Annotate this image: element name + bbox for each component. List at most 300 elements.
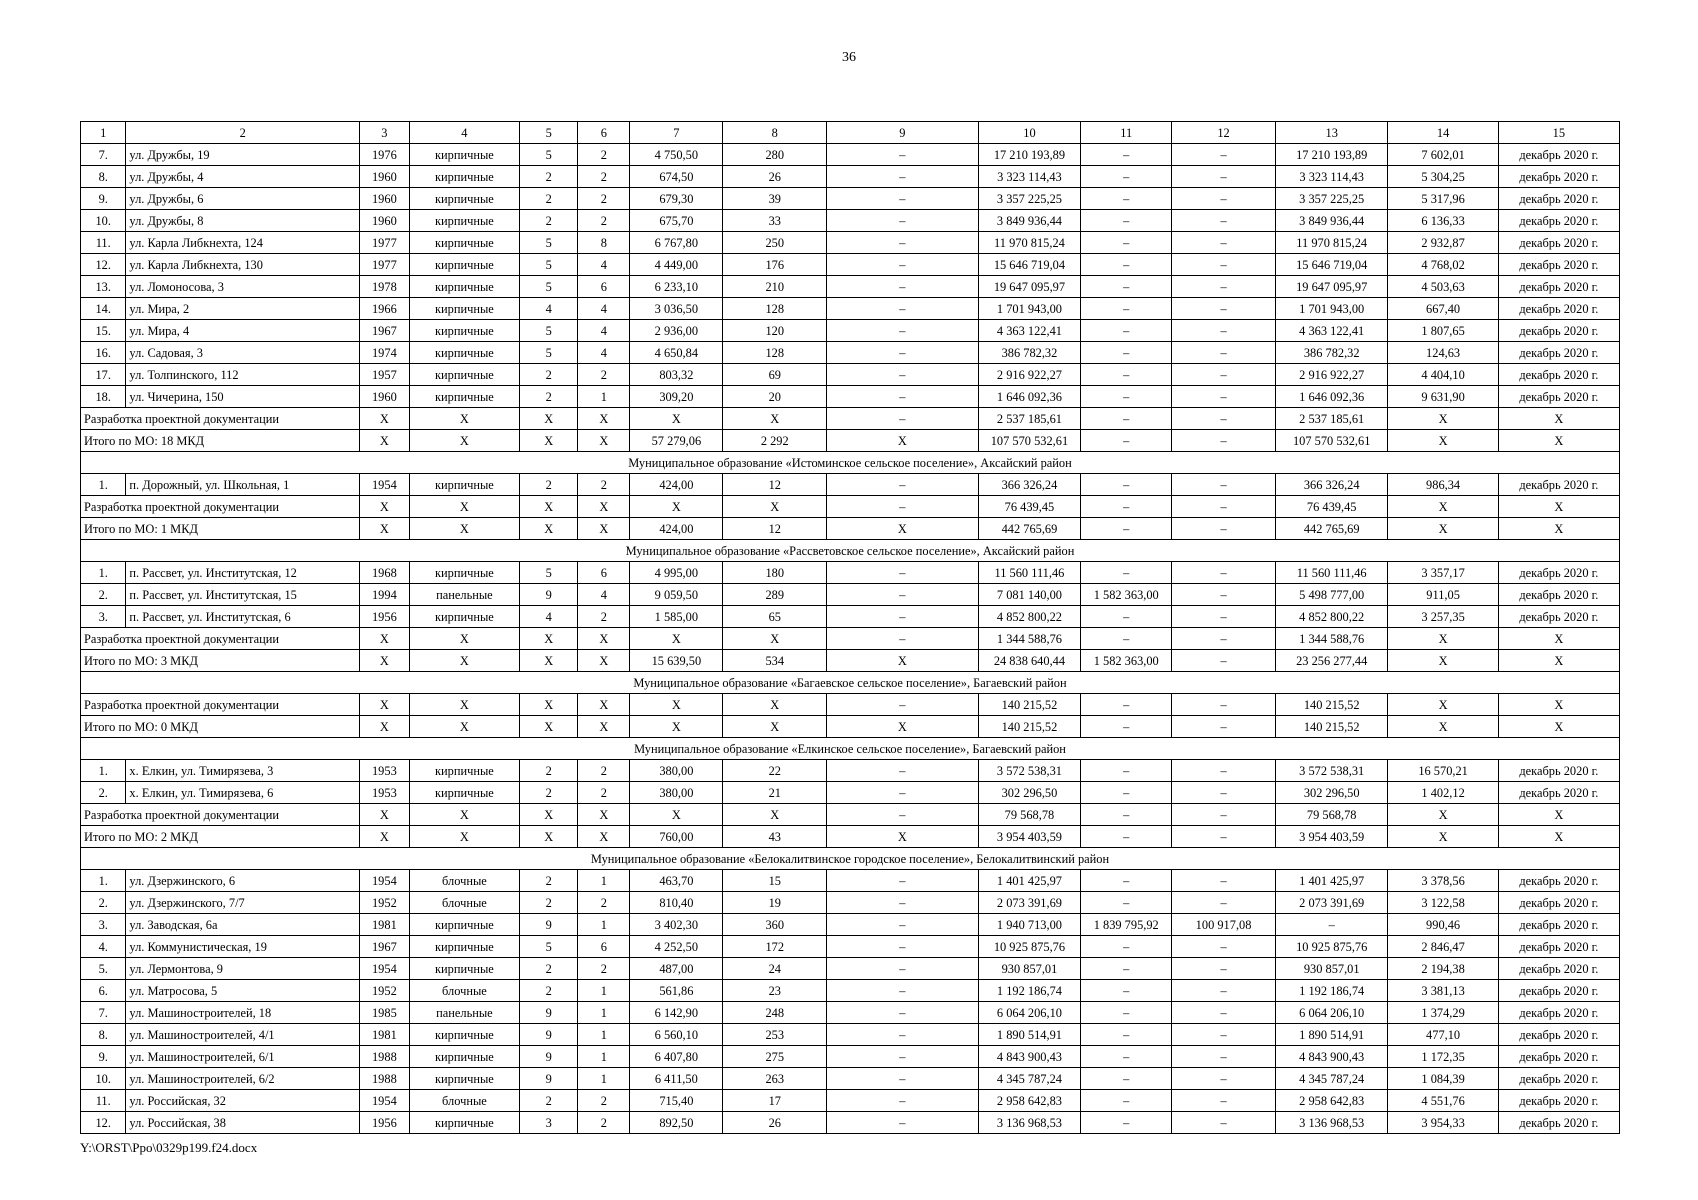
table-cell: 2 (520, 782, 578, 804)
table-cell: – (1081, 1112, 1172, 1134)
table-cell: – (827, 584, 978, 606)
municipality-title: Муниципальное образование «Елкинское сельское поселение», Багаевский район (81, 738, 1620, 760)
table-cell: – (1172, 716, 1276, 738)
table-cell: – (827, 980, 978, 1002)
summary-row (81, 716, 1620, 738)
table-cell: – (1081, 1024, 1172, 1046)
column-header: 11 (1081, 122, 1172, 144)
table-cell: 4 (578, 320, 630, 342)
table-cell: 4 768,02 (1388, 254, 1498, 276)
table-cell: X (409, 650, 519, 672)
table-cell: X (1498, 496, 1619, 518)
table-cell: кирпичные (409, 364, 519, 386)
table-cell: 6 142,90 (630, 1002, 723, 1024)
table-cell: – (1081, 694, 1172, 716)
row-number: 2. (81, 584, 126, 606)
summary-label: Итого по МО: 1 МКД (81, 518, 360, 540)
table-cell: X (827, 518, 978, 540)
table-cell: X (520, 804, 578, 826)
table-cell: 1960 (360, 210, 410, 232)
table-cell: 4 (578, 254, 630, 276)
table-cell: 1981 (360, 1024, 410, 1046)
table-cell: 120 (723, 320, 827, 342)
summary-label: Разработка проектной документации (81, 496, 360, 518)
table-cell: декабрь 2020 г. (1498, 342, 1619, 364)
table-cell: 1953 (360, 760, 410, 782)
table-row (81, 958, 1620, 980)
table-cell: 1 344 588,76 (1275, 628, 1387, 650)
table-cell: – (1081, 892, 1172, 914)
table-cell: 1 402,12 (1388, 782, 1498, 804)
row-number: 13. (81, 276, 126, 298)
address-cell: ул. Матросова, 5 (126, 980, 360, 1002)
address-cell: ул. Лермонтова, 9 (126, 958, 360, 980)
table-cell: – (827, 254, 978, 276)
table-cell: 2 (578, 210, 630, 232)
table-cell: 2 (520, 188, 578, 210)
table-cell: 2 073 391,69 (978, 892, 1081, 914)
table-cell: декабрь 2020 г. (1498, 1090, 1619, 1112)
table-cell: – (1172, 408, 1276, 430)
table-cell: 667,40 (1388, 298, 1498, 320)
summary-label: Разработка проектной документации (81, 628, 360, 650)
table-cell: декабрь 2020 г. (1498, 474, 1619, 496)
table-cell: – (1172, 650, 1276, 672)
table-cell: 1967 (360, 320, 410, 342)
summary-row (81, 628, 1620, 650)
table-cell: 2 (520, 870, 578, 892)
table-cell: 9 059,50 (630, 584, 723, 606)
table-cell: – (1172, 562, 1276, 584)
table-cell: декабрь 2020 г. (1498, 232, 1619, 254)
municipality-title: Муниципальное образование «Багаевское сельское поселение», Багаевский район (81, 672, 1620, 694)
table-cell: 5 (520, 254, 578, 276)
table-cell: 2 537 185,61 (1275, 408, 1387, 430)
table-cell: 3 357,17 (1388, 562, 1498, 584)
table-cell: 3 954 403,59 (978, 826, 1081, 848)
table-row (81, 980, 1620, 1002)
table-cell: 990,46 (1388, 914, 1498, 936)
table-cell: X (1498, 628, 1619, 650)
table-cell: 2 (520, 760, 578, 782)
table-cell: 1960 (360, 188, 410, 210)
address-cell: ул. Дружбы, 8 (126, 210, 360, 232)
summary-label: Итого по МО: 2 МКД (81, 826, 360, 848)
table-cell: декабрь 2020 г. (1498, 188, 1619, 210)
address-cell: ул. Дзержинского, 6 (126, 870, 360, 892)
table-cell: X (578, 518, 630, 540)
table-cell: – (827, 408, 978, 430)
table-cell: – (1081, 760, 1172, 782)
table-cell: – (827, 914, 978, 936)
table-cell: X (1498, 826, 1619, 848)
table-cell: кирпичные (409, 166, 519, 188)
table-cell: – (1172, 980, 1276, 1002)
summary-label: Итого по МО: 18 МКД (81, 430, 360, 452)
table-cell: 4 995,00 (630, 562, 723, 584)
table-cell: – (827, 804, 978, 826)
table-cell: – (1081, 144, 1172, 166)
table-cell: 3 136 968,53 (1275, 1112, 1387, 1134)
table-cell: X (723, 804, 827, 826)
table-cell: – (1081, 1046, 1172, 1068)
address-cell: ул. Заводская, 6а (126, 914, 360, 936)
table-cell: X (409, 628, 519, 650)
table-cell: X (520, 716, 578, 738)
table-cell: 19 (723, 892, 827, 914)
table-cell: X (1388, 650, 1498, 672)
table-row (81, 936, 1620, 958)
table-cell: – (827, 1112, 978, 1134)
table-cell: 19 647 095,97 (1275, 276, 1387, 298)
table-cell: декабрь 2020 г. (1498, 782, 1619, 804)
table-cell: – (827, 1046, 978, 1068)
table-cell: X (723, 628, 827, 650)
table-cell: 1 401 425,97 (1275, 870, 1387, 892)
table-cell: – (1081, 364, 1172, 386)
table-cell: 6 411,50 (630, 1068, 723, 1090)
row-number: 10. (81, 210, 126, 232)
table-cell: – (1172, 188, 1276, 210)
table-cell: 1 374,29 (1388, 1002, 1498, 1024)
table-cell: – (1081, 1090, 1172, 1112)
table-cell: 442 765,69 (978, 518, 1081, 540)
table-cell: – (1081, 474, 1172, 496)
table-cell: 1 (578, 1068, 630, 1090)
table-cell: блочные (409, 892, 519, 914)
address-cell: ул. Ломоносова, 3 (126, 276, 360, 298)
table-cell: 1985 (360, 1002, 410, 1024)
table-cell: 65 (723, 606, 827, 628)
address-cell: ул. Мира, 4 (126, 320, 360, 342)
table-cell: – (1081, 936, 1172, 958)
table-cell: 1 890 514,91 (978, 1024, 1081, 1046)
table-cell: 1954 (360, 1090, 410, 1112)
table-cell: 3 954 403,59 (1275, 826, 1387, 848)
row-number: 1. (81, 474, 126, 496)
table-cell: 2 537 185,61 (978, 408, 1081, 430)
table-cell: X (578, 496, 630, 518)
table-cell: – (1172, 826, 1276, 848)
column-header: 5 (520, 122, 578, 144)
table-cell: – (1172, 144, 1276, 166)
table-cell: декабрь 2020 г. (1498, 210, 1619, 232)
table-cell: 1 172,35 (1388, 1046, 1498, 1068)
table-cell: 4 650,84 (630, 342, 723, 364)
table-cell: декабрь 2020 г. (1498, 958, 1619, 980)
table-cell: – (1172, 936, 1276, 958)
table-row (81, 892, 1620, 914)
table-cell: 679,30 (630, 188, 723, 210)
table-cell: 22 (723, 760, 827, 782)
table-cell: 21 (723, 782, 827, 804)
section-row (81, 848, 1620, 870)
table-row (81, 1024, 1620, 1046)
section-row (81, 738, 1620, 760)
table-cell: 1957 (360, 364, 410, 386)
row-number: 1. (81, 870, 126, 892)
table-cell: блочные (409, 1090, 519, 1112)
table-cell: декабрь 2020 г. (1498, 1068, 1619, 1090)
table-cell: декабрь 2020 г. (1498, 166, 1619, 188)
table-cell: 4 852 800,22 (978, 606, 1081, 628)
table-cell: X (409, 804, 519, 826)
column-header: 9 (827, 122, 978, 144)
table-cell: X (1388, 804, 1498, 826)
table-cell: 16 570,21 (1388, 760, 1498, 782)
table-cell: 2 (520, 474, 578, 496)
table-cell: – (827, 188, 978, 210)
summary-label: Разработка проектной документации (81, 408, 360, 430)
summary-row (81, 496, 1620, 518)
table-cell: – (827, 892, 978, 914)
address-cell: ул. Машиностроителей, 6/2 (126, 1068, 360, 1090)
table-cell: 2 (578, 782, 630, 804)
table-cell: 6 767,80 (630, 232, 723, 254)
table-cell: 3 (520, 1112, 578, 1134)
table-cell: 360 (723, 914, 827, 936)
table-cell: X (409, 826, 519, 848)
table-cell: – (827, 870, 978, 892)
table-row (81, 562, 1620, 584)
table-cell: кирпичные (409, 782, 519, 804)
address-cell: ул. Дружбы, 4 (126, 166, 360, 188)
table-cell: 76 439,45 (1275, 496, 1387, 518)
column-header: 2 (126, 122, 360, 144)
section-row (81, 452, 1620, 474)
column-header: 13 (1275, 122, 1387, 144)
address-cell: ул. Машиностроителей, 4/1 (126, 1024, 360, 1046)
table-cell: 2 073 391,69 (1275, 892, 1387, 914)
table-cell: 5 317,96 (1388, 188, 1498, 210)
row-number: 14. (81, 298, 126, 320)
table-cell: – (1081, 870, 1172, 892)
table-cell: – (827, 386, 978, 408)
table-cell: блочные (409, 980, 519, 1002)
table-cell: 4 843 900,43 (1275, 1046, 1387, 1068)
table-cell: X (1388, 430, 1498, 452)
address-cell: ул. Карла Либкнехта, 130 (126, 254, 360, 276)
table-cell: декабрь 2020 г. (1498, 1112, 1619, 1134)
table-cell: – (1172, 1112, 1276, 1134)
table-cell: X (827, 430, 978, 452)
table-cell: 24 838 640,44 (978, 650, 1081, 672)
table-cell: 1954 (360, 958, 410, 980)
table-cell: 4 (578, 298, 630, 320)
table-cell: 1 (578, 914, 630, 936)
table-cell: – (827, 958, 978, 980)
address-cell: ул. Толпинского, 112 (126, 364, 360, 386)
table-cell: 76 439,45 (978, 496, 1081, 518)
table-cell: – (1172, 276, 1276, 298)
table-cell: X (723, 496, 827, 518)
table-cell: 3 323 114,43 (978, 166, 1081, 188)
table-cell: 250 (723, 232, 827, 254)
table-cell: 3 323 114,43 (1275, 166, 1387, 188)
table-cell: кирпичные (409, 254, 519, 276)
table-cell: – (1081, 606, 1172, 628)
table-cell: X (630, 496, 723, 518)
table-cell: 11 560 111,46 (1275, 562, 1387, 584)
table-cell: X (723, 716, 827, 738)
table-cell: X (1388, 826, 1498, 848)
column-header: 8 (723, 122, 827, 144)
address-cell: п. Дорожный, ул. Школьная, 1 (126, 474, 360, 496)
address-cell: ул. Дзержинского, 7/7 (126, 892, 360, 914)
table-cell: 309,20 (630, 386, 723, 408)
table-cell: 3 036,50 (630, 298, 723, 320)
table-cell: – (1172, 628, 1276, 650)
capital-repair-table (80, 121, 1620, 1134)
address-cell: ул. Российская, 38 (126, 1112, 360, 1134)
page-number: 36 (842, 50, 856, 65)
table-cell: 23 256 277,44 (1275, 650, 1387, 672)
summary-row (81, 408, 1620, 430)
table-cell: 1 (578, 1024, 630, 1046)
table-cell: X (520, 430, 578, 452)
table-cell: X (360, 496, 410, 518)
table-row (81, 144, 1620, 166)
table-cell: – (1172, 342, 1276, 364)
row-number: 3. (81, 606, 126, 628)
table-cell: 2 (578, 606, 630, 628)
table-cell: 2 (520, 210, 578, 232)
row-number: 1. (81, 562, 126, 584)
table-row (81, 210, 1620, 232)
table-cell: 366 326,24 (1275, 474, 1387, 496)
table-cell: – (827, 1002, 978, 1024)
table-cell: – (1172, 364, 1276, 386)
table-cell: кирпичные (409, 958, 519, 980)
table-cell: X (409, 716, 519, 738)
table-cell: X (409, 496, 519, 518)
table-cell: 140 215,52 (1275, 694, 1387, 716)
table-cell: – (1172, 1090, 1276, 1112)
table-cell: 1 701 943,00 (1275, 298, 1387, 320)
table-cell: – (1172, 210, 1276, 232)
summary-row (81, 518, 1620, 540)
table-cell: – (1172, 298, 1276, 320)
table-cell: – (1081, 782, 1172, 804)
row-number: 5. (81, 958, 126, 980)
table-cell: – (827, 320, 978, 342)
table-cell: кирпичные (409, 342, 519, 364)
table-cell: 4 404,10 (1388, 364, 1498, 386)
table-cell: X (409, 408, 519, 430)
row-number: 16. (81, 342, 126, 364)
table-cell: 3 122,58 (1388, 892, 1498, 914)
table-cell: 302 296,50 (1275, 782, 1387, 804)
table-cell: 1960 (360, 166, 410, 188)
table-cell: 107 570 532,61 (978, 430, 1081, 452)
table-cell: 1 344 588,76 (978, 628, 1081, 650)
table-cell: – (827, 364, 978, 386)
table-cell: 3 357 225,25 (978, 188, 1081, 210)
table-cell: X (578, 408, 630, 430)
table-cell: 9 (520, 584, 578, 606)
table-cell: 4 750,50 (630, 144, 723, 166)
table-cell: декабрь 2020 г. (1498, 364, 1619, 386)
table-cell: X (630, 628, 723, 650)
table-cell: – (1172, 1024, 1276, 1046)
file-path-footer: Y:\ORST\Ppo\0329p199.f24.docx (80, 1140, 258, 1155)
table-cell: 5 304,25 (1388, 166, 1498, 188)
table-cell: X (520, 826, 578, 848)
table-cell: X (578, 826, 630, 848)
table-cell: – (1172, 760, 1276, 782)
address-cell: ул. Мира, 2 (126, 298, 360, 320)
table-cell: X (827, 716, 978, 738)
municipality-title: Муниципальное образование «Белокалитвинское городское поселение», Белокалитвинский район (81, 848, 1620, 870)
table-row (81, 342, 1620, 364)
table-cell: 4 363 122,41 (1275, 320, 1387, 342)
address-cell: п. Рассвет, ул. Институтская, 6 (126, 606, 360, 628)
column-header: 7 (630, 122, 723, 144)
table-cell: – (1172, 584, 1276, 606)
table-cell: кирпичные (409, 276, 519, 298)
table-cell: 4 345 787,24 (1275, 1068, 1387, 1090)
table-cell: 2 932,87 (1388, 232, 1498, 254)
row-number: 8. (81, 166, 126, 188)
table-cell: 3 572 538,31 (1275, 760, 1387, 782)
table-cell: – (1081, 232, 1172, 254)
table-cell: 1977 (360, 232, 410, 254)
table-cell: 386 782,32 (1275, 342, 1387, 364)
table-cell: 3 378,56 (1388, 870, 1498, 892)
table-cell: 2 (520, 166, 578, 188)
table-cell: 4 551,76 (1388, 1090, 1498, 1112)
table-cell: – (1081, 804, 1172, 826)
row-number: 3. (81, 914, 126, 936)
table-cell: 140 215,52 (978, 694, 1081, 716)
table-cell: 2 (578, 1090, 630, 1112)
table-cell: 4 252,50 (630, 936, 723, 958)
table-cell: кирпичные (409, 320, 519, 342)
table-cell: 20 (723, 386, 827, 408)
table-cell: X (827, 650, 978, 672)
table-cell: 1960 (360, 386, 410, 408)
table-cell: – (1081, 298, 1172, 320)
table-cell: 172 (723, 936, 827, 958)
table-cell: X (723, 694, 827, 716)
table-cell: – (1172, 782, 1276, 804)
table-cell: 5 (520, 342, 578, 364)
table-row (81, 914, 1620, 936)
table-cell: 5 498 777,00 (1275, 584, 1387, 606)
table-cell: 380,00 (630, 782, 723, 804)
table-cell: 6 (578, 562, 630, 584)
table-cell: X (1498, 430, 1619, 452)
table-cell: – (1172, 474, 1276, 496)
summary-row (81, 430, 1620, 452)
table-cell: декабрь 2020 г. (1498, 298, 1619, 320)
row-number: 9. (81, 1046, 126, 1068)
table-cell: 280 (723, 144, 827, 166)
table-cell: 12 (723, 474, 827, 496)
column-header: 4 (409, 122, 519, 144)
table-cell: – (827, 1068, 978, 1090)
row-number: 1. (81, 760, 126, 782)
row-number: 7. (81, 1002, 126, 1024)
table-cell: 39 (723, 188, 827, 210)
address-cell: ул. Чичерина, 150 (126, 386, 360, 408)
table-cell: 128 (723, 298, 827, 320)
table-cell: 1988 (360, 1068, 410, 1090)
table-cell: 11 560 111,46 (978, 562, 1081, 584)
table-row (81, 1002, 1620, 1024)
table-cell: – (1172, 606, 1276, 628)
table-cell: кирпичные (409, 188, 519, 210)
